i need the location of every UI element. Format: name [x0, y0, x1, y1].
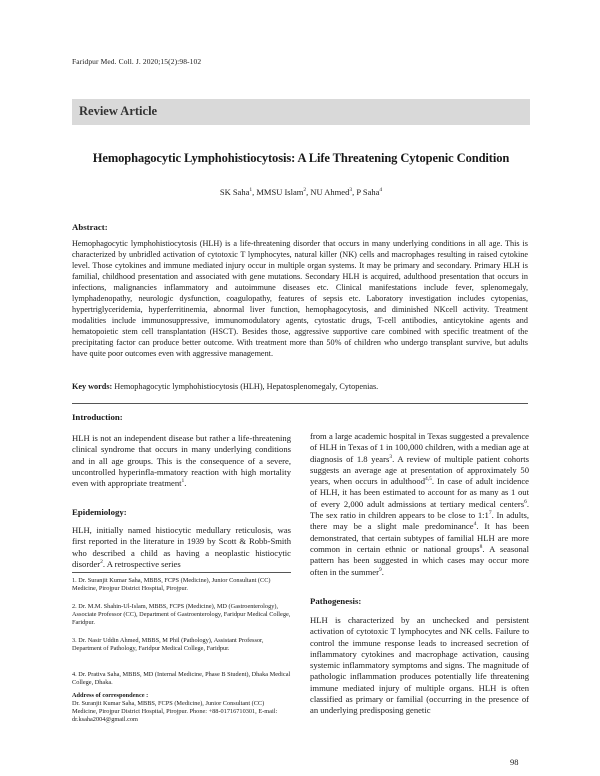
keywords-label: Key words: — [72, 382, 113, 391]
page-number: 98 — [510, 757, 519, 767]
citation: 8 — [479, 544, 483, 551]
introduction-heading: Introduction: — [72, 412, 123, 422]
text-run: from a large academic hospital in Texas suggested a prevalence of HLH in Texas of 1 in 100,000 children, with a median age at diagnosis of 1.8 years — [310, 431, 529, 464]
abstract-text: Hemophagocytic lymphohistiocytosis (HLH) is a life-threatening disorder that occurs in many underlying conditions in all age. This is characterized by unbridled activation of cytotoxic T lymphocytes, natural killer (NK) cells and macrophages resulting in raised cytokine level. Those cytokines and immune mediated injury occur in multiple organ systems. It may be primary and secondary. Primary HLH is familial, childhood presentation and associated with gene mutations. Secondary HLH is acquired, adulthood presentation that occurs in infections, malignancies inflammatory and autoimmune diseases etc. Clinical manifestations include fever, splenomegaly, lymphadenopathy, neurologic dysfunction, coagulopathy, features of sepsis etc. Laboratory investigation includes cytopenias, hypertriglyceridemia, hyperferritinemia, abnormal liver function, hemophagocytosis, and diminished NKcell activity. Treatment modalities include immunosuppressive, immunomodulatory agents, cytostatic drugs, T-cell antibodies, anticytokine agents and hematopoietic stem cell transplantation (HSCT). Besides those, aggressive supportive care combined with specific treatment of the precipitating factor can produce better outcome. With treatment more than 50% of children who undergo transplant survive, but adults have quite poor outcomes even with aggressive management. — [72, 239, 528, 359]
citation: 4,5 — [425, 476, 432, 483]
footnote: 2. Dr. M.M. Shahin-Ul-Islam, MBBS, FCPS (Medicine), MD (Gastroenterology), Associate Professor (CC), Department of Gastroenterology, Faridpur Medical College, Faridpur. — [72, 603, 291, 627]
correspondence-text: Dr. Suranjit Kumar Saha, MBBS, FCPS (Medicine), Junior Consultant (CC) Medicine, Pirojpur District Hospital, Pirojpur. Phone: +88-01716710301, E-mail: dr.ksaha2004@gmail.com — [72, 700, 278, 724]
footnote-separator — [72, 572, 291, 573]
citation: 1 — [181, 478, 185, 485]
citation: 3 — [389, 453, 393, 460]
author-name: SK Saha — [219, 187, 250, 197]
epidemiology-heading: Epidemiology: — [72, 507, 127, 517]
author-name: MMSU Islam — [256, 187, 304, 197]
citation: 4 — [473, 521, 477, 528]
abstract-heading: Abstract: — [72, 222, 108, 232]
author-affiliation: 4 — [379, 187, 383, 194]
introduction-body: HLH is not an independent disease but rather a life-threatening clinical syndrome that occurs in many underlying conditions and in all age groups. This is the consequence of a severe, uncontrolled hyperinfla-mmatory reaction with high mortality even with appropriate treatment — [72, 433, 291, 489]
citation: 6 — [524, 498, 527, 505]
pathogenesis-text: HLH is characterized by an unchecked and persistent activation of cytotoxic T lymphocytes and NK cells. Failure to control the immune response leads to increased secretion of inflammatory cytokines and macrophage activation, causing systemic inflammatory symptoms and signs. The magnitude of pathologic inflammation produces potentially life threatening immune mediated injury of multiple organs. HLH is often classified as primary or familial (occurring in the presence of an underlying predisposing genetic — [310, 615, 529, 716]
text-run: . A review of multiple patient cohorts suggests an average age at presentation of approximately 50 years, when occurs in adulthood — [310, 453, 529, 487]
epidemiology-continued — [310, 431, 529, 578]
author-affiliation: 3 — [349, 187, 353, 194]
citation: 9 — [378, 566, 382, 573]
text-run: . The sex ratio in children appears to be close to 1:1 — [310, 498, 529, 521]
epidemiology-text — [72, 525, 291, 570]
introduction-end: . — [184, 478, 187, 489]
footnote: 4. Dr. Prativa Saha, MBBS, MD (Internal Medicine, Phase B Student), Dhaka Medical College, Dhaka. — [72, 671, 291, 687]
footnote: 1. Dr. Suranjit Kumar Saha, MBBS, FCPS (Medicine), Junior Consultant (CC) Medicine, Pirojpur District Hospital, Pirojpur. — [72, 577, 271, 593]
author-affiliation: 1 — [249, 187, 253, 194]
text-run: . In case of adult incidence of HLH, it has been estimated to account for as many as 1 out of every 2,000 adult admissions at tertiary medical centers — [310, 476, 529, 509]
author-name: NU Ahmed — [310, 187, 350, 197]
author-list: SK Saha$^1$, MMSU Islam$^2$, NU Ahmed$^3$, P Saha$^4$ — [219, 187, 383, 197]
introduction-text — [72, 433, 291, 489]
text-run: . In adults, there may be a slight male predominance — [310, 510, 529, 532]
pathogenesis-heading: Pathogenesis: — [310, 596, 362, 606]
author-name: P Saha — [356, 187, 380, 197]
citation: 2 — [100, 559, 103, 566]
text-run: . It has been demonstrated, that certain subtypes of familial HLH are more common in certain ethnic or national groups — [310, 521, 530, 554]
citation: 7 — [488, 510, 492, 517]
text-run: . — [381, 566, 384, 577]
epidemiology-end: . A retrospective series — [102, 558, 181, 569]
correspondence-heading: Address of correspondence : — [72, 692, 149, 699]
footnote: 3. Dr. Nasir Uddin Ahmed, MBBS, M Phil (Pathology), Assistant Professor, Department of Pathology, Faridpur Medical College, Faridpur. — [72, 637, 264, 653]
text-run: . A seasonal pattern has been suggested in which cases may occur more often in the summer — [310, 543, 529, 577]
section-banner — [72, 99, 530, 125]
section-label: Review Article — [79, 104, 158, 118]
keywords — [72, 382, 528, 391]
journal-citation: Faridpur Med. Coll. J. 2020;15(2):98-102 — [72, 57, 202, 66]
divider — [72, 403, 528, 404]
article-title: Hemophagocytic Lymphohistiocytosis: A Life Threatening Cytopenic Condition — [92, 151, 510, 165]
keywords-text: Hemophagocytic lymphohistiocytosis (HLH), Hepatosplenomegaly, Cytopenias. — [112, 382, 379, 391]
author-affiliation: 2 — [303, 187, 307, 194]
epidemiology-body: HLH, initially named histiocytic medullary reticulosis, was first reported in the literature in 1939 by Scott & Robb-Smith who described a child as having a neoplastic histiocytic disorder — [72, 525, 291, 569]
